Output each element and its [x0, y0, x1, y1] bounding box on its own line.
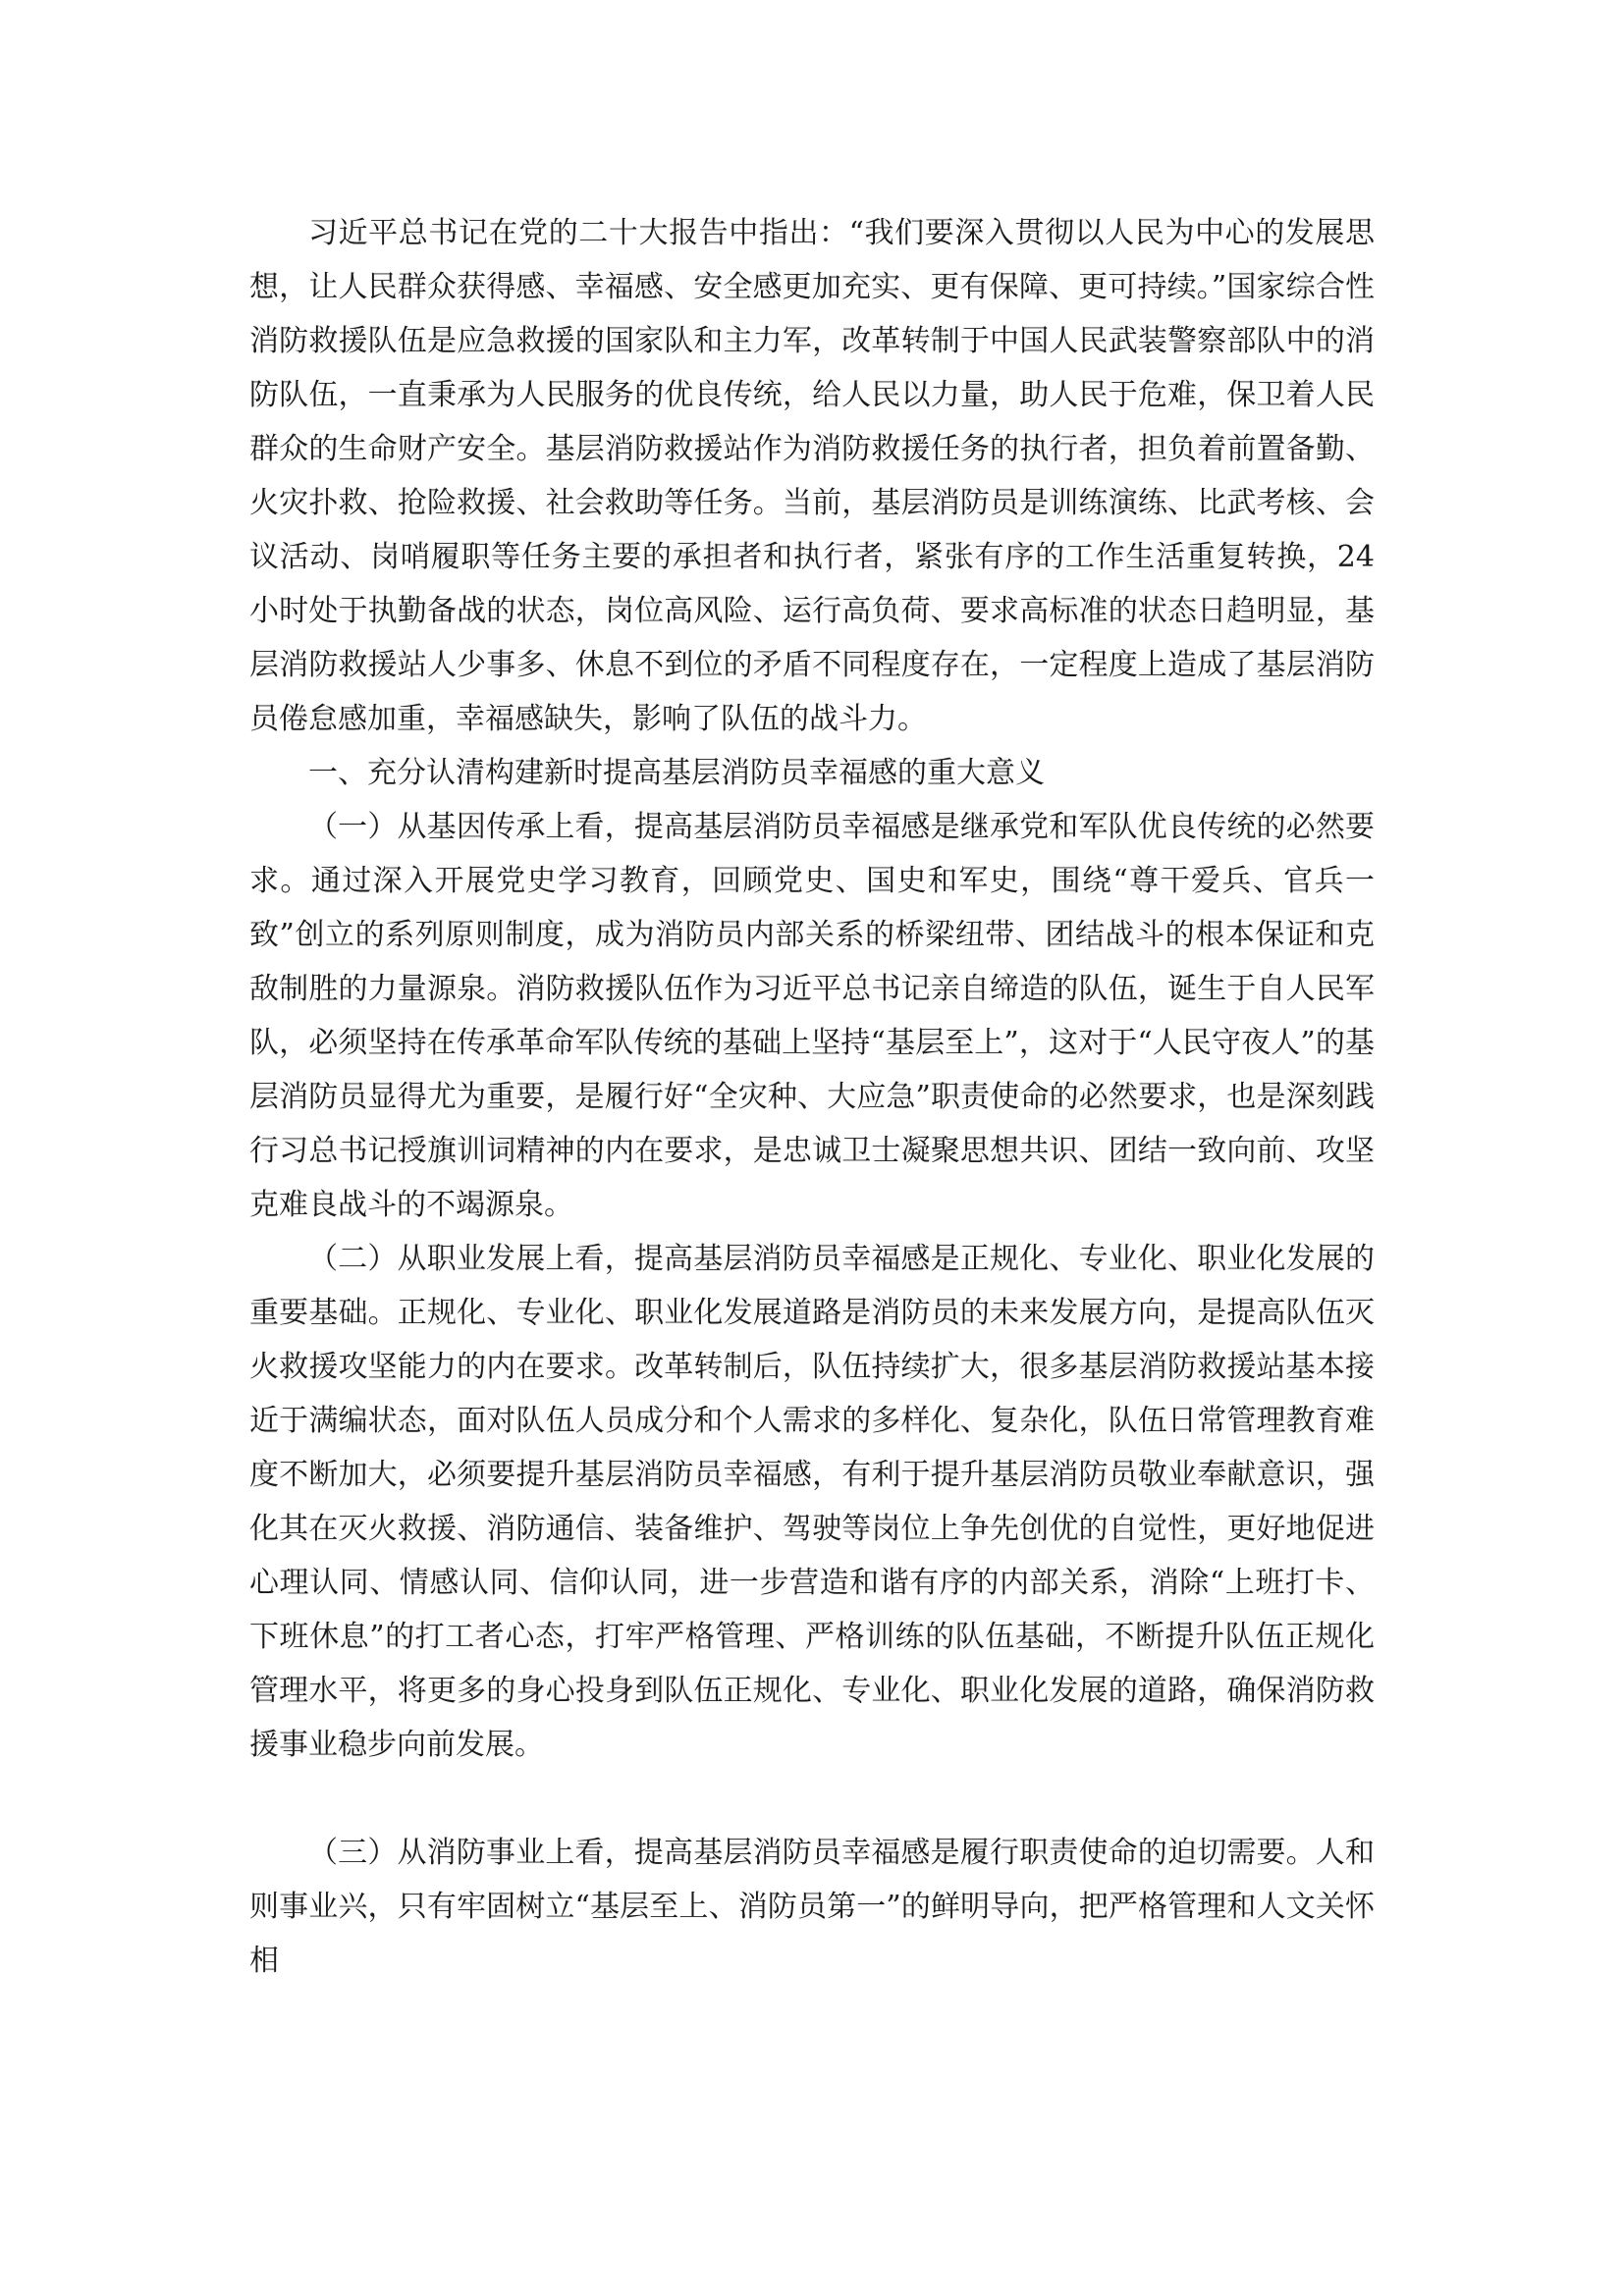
intro-paragraph: 习近平总书记在党的二十大报告中指出：“我们要深入贯彻以人民为中心的发展思想，让人民群众获得感、幸福感、安全感更加充实、更有保障、更可持续。”国家综合性消防救援队伍是应急救援的国家队和主力军，改革转制于中国人民武装警察部队中的消防队伍，一直秉承为人民服务的优良传统，给人民以力量，助人民于危难，保卫着人民群众的生命财产安全。基层消防救援站作为消防救援任务的执行者，担负着前置备勤、火灾扑救、抢险救援、社会救助等任务。当前，基层消防员是训练演练、比武考核、会议活动、岗哨履职等任务主要的承担者和执行者，紧张有序的工作生活重复转换，24 小时处于执勤备战的状态，岗位高风险、运行高负荷、要求高标准的状态日趋明显，基层消防救援站人少事多、休息不到位的矛盾不同程度存在，一定程度上造成了基层消防员倦怠感加重，幸福感缺失，影响了队伍的战斗力。 — [249, 216, 1375, 736]
subsection-paragraph-3: （三）从消防事业上看，提高基层消防员幸福感是履行职责使命的迫切需要。人和则事业兴，只有牢固树立“基层至上、消防员第一”的鲜明导向，把严格管理和人文关怀相 — [249, 1836, 1375, 1978]
document-body — [249, 206, 1375, 1988]
subsection-paragraph-2: （二）从职业发展上看，提高基层消防员幸福感是正规化、专业化、职业化发展的重要基础。正规化、专业化、职业化发展道路是消防员的未来发展方向，是提高队伍灭火救援攻坚能力的内在要求。改革转制后，队伍持续扩大，很多基层消防救援站基本接近于满编状态，面对队伍人员成分和个人需求的多样化、复杂化，队伍日常管理教育难度不断加大，必须要提升基层消防员幸福感，有利于提升基层消防员敬业奉献意识，强化其在灭火救援、消防通信、装备维护、驾驶等岗位上争先创优的自觉性，更好地促进心理认同、情感认同、信仰认同，进一步营造和谐有序的内部关系，消除“上班打卡、下班休息”的打工者心态，打牢严格管理、严格训练的队伍基础，不断提升队伍正规化管理水平，将更多的身心投身到队伍正规化、专业化、职业化发展的道路，确保消防救援事业稳步向前发展。 — [249, 1242, 1375, 1762]
section-heading-1: 一、充分认清构建新时提高基层消防员幸福感的重大意义 — [308, 756, 1045, 790]
subsection-paragraph-1: （一）从基因传承上看，提高基层消防员幸福感是继承党和军队优良传统的必然要求。通过深入开展党史学习教育，回顾党史、国史和军史，围绕“尊干爱兵、官兵一致”创立的系列原则制度，成为消防员内部关系的桥梁纽带、团结战斗的根本保证和克敌制胜的力量源泉。消防救援队伍作为习近平总书记亲自缔造的队伍，诞生于自人民军队，必须坚持在传承革命军队传统的基础上坚持“基层至上”，这对于“人民守夜人”的基层消防员显得尤为重要，是履行好“全灾种、大应急”职责使命的必然要求，也是深刻践行习总书记授旗训词精神的内在要求，是忠诚卫士凝聚思想共识、团结一致向前、攻坚克难良战斗的不竭源泉。 — [249, 810, 1375, 1222]
